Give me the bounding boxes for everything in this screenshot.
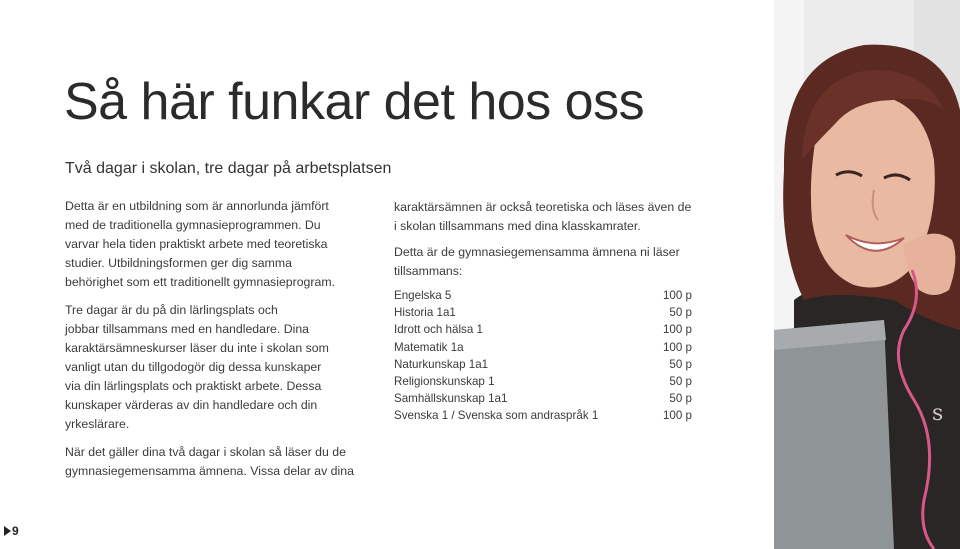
text-line: gymnasiegemensamma ämnena. Vissa delar av dina	[65, 464, 354, 478]
text-line: karaktärsämnen är också teoretiska och läses även de	[394, 200, 692, 214]
page-subtitle: Två dagar i skolan, tre dagar på arbetsplatsen	[65, 160, 392, 177]
text-line: via din lärlingsplats och praktiskt arbete. Dessa	[65, 379, 322, 393]
subject-points: 50 p	[669, 357, 692, 371]
text-line: i skolan tillsammans med dina klasskamrater.	[394, 219, 641, 233]
paragraph-apprenticeship	[65, 301, 365, 434]
text-line: kunskaper värderas av din handledare och din	[65, 398, 318, 412]
text-line: Tre dagar är du på din lärlingsplats och	[65, 303, 278, 317]
table-row	[394, 390, 692, 407]
text-line: tillsammans:	[394, 264, 463, 278]
text-line: varvar hela tiden praktiskt arbete med teoretiska	[65, 237, 328, 251]
subject-points: 50 p	[669, 306, 692, 320]
subject-points: 100 p	[662, 289, 692, 302]
page-number	[4, 524, 19, 538]
text-line: behörighet som ett traditionellt gymnasieprogram.	[65, 275, 335, 289]
subject-name: Samhällskunskap 1a1	[394, 392, 508, 406]
table-row	[394, 321, 692, 338]
page-title: Så här funkar det hos oss	[64, 73, 645, 131]
paragraph-school-days	[65, 443, 365, 481]
subject-name: Religionskunskap 1	[394, 374, 495, 388]
text-line: När det gäller dina två dagar i skolan så läser du de	[65, 445, 346, 459]
svg-text:s: s	[932, 401, 944, 426]
table-row	[394, 407, 692, 424]
table-row	[394, 339, 692, 356]
subject-points: 100 p	[662, 340, 692, 354]
paragraph-continued	[394, 198, 704, 236]
subject-name: Engelska 5	[394, 289, 452, 302]
subject-name: Idrott och hälsa 1	[394, 323, 483, 337]
table-row	[394, 373, 692, 390]
subject-name: Svenska 1 / Svenska som andraspråk 1	[394, 409, 599, 423]
table-row	[394, 304, 692, 321]
student-photo	[774, 0, 960, 549]
text-line: yrkeslärare.	[65, 417, 130, 431]
subject-points: 100 p	[662, 323, 692, 337]
table-row	[394, 287, 692, 304]
subject-name: Naturkunskap 1a1	[394, 357, 489, 371]
text-line: karaktärsämneskurser läser du inte i skolan som	[65, 341, 329, 355]
text-line: jobbar tillsammans med en handledare. Dina	[65, 322, 310, 336]
text-line: med de traditionella gymnasieprogrammen. Du	[65, 218, 321, 232]
subject-name: Matematik 1a	[394, 340, 464, 354]
table-row	[394, 356, 692, 373]
subject-points: 100 p	[662, 409, 692, 423]
arrow-right-icon	[4, 526, 11, 536]
subject-name: Historia 1a1	[394, 306, 456, 320]
text-line: Detta är en utbildning som är annorlunda jämfört	[65, 199, 329, 213]
right-text-column	[394, 198, 704, 281]
text-line: studier. Utbildningsformen ger dig samma	[65, 256, 292, 270]
paragraph-intro	[65, 197, 365, 292]
page-number-label: 9	[12, 524, 19, 538]
text-line: Detta är de gymnasiegemensamma ämnena ni läser	[394, 245, 680, 259]
subject-points: 50 p	[669, 392, 692, 406]
text-line: vanligt utan du tillgodogör dig dessa kunskaper	[65, 360, 322, 374]
subjects-table	[394, 287, 692, 425]
subject-points: 50 p	[669, 374, 692, 388]
paragraph-subjects-intro	[394, 243, 704, 281]
left-text-column	[65, 197, 365, 481]
